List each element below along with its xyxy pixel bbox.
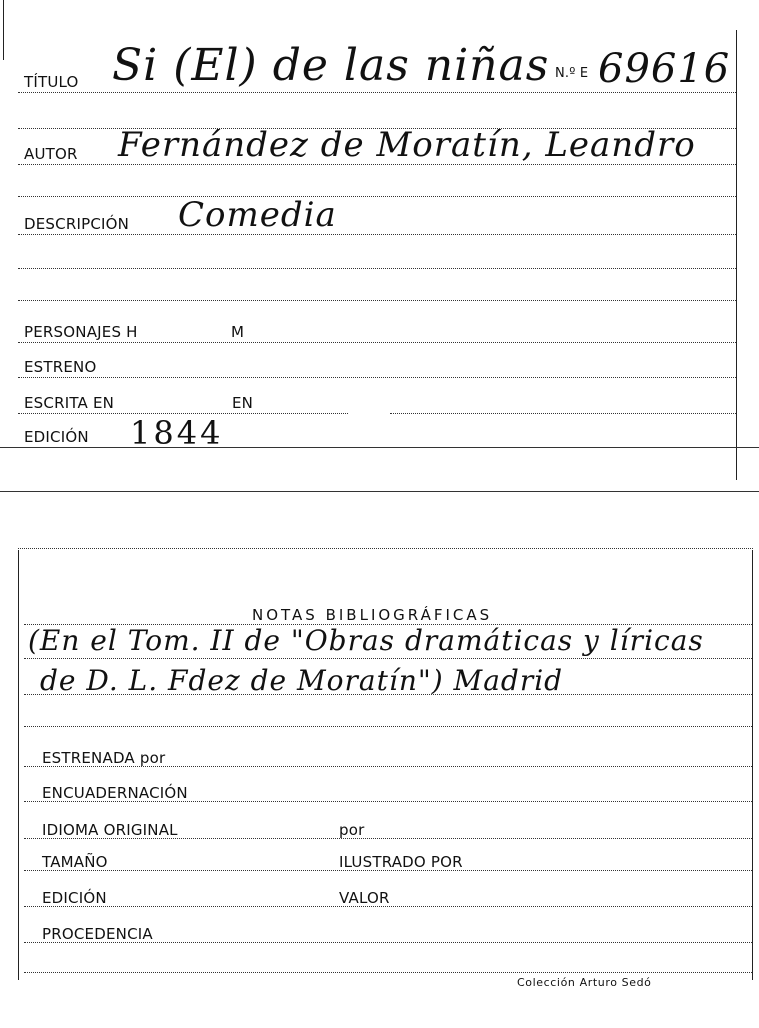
escrita-en-label: EN <box>232 394 254 412</box>
rule-notas-2 <box>24 694 752 695</box>
valor-label: VALOR <box>339 889 390 907</box>
rule-estrenada <box>24 766 752 767</box>
rule-procedencia <box>24 942 752 943</box>
titulo-label: TÍTULO <box>24 73 79 91</box>
estrenada-label: ESTRENADA por <box>42 749 166 767</box>
rule-idioma <box>24 838 752 839</box>
rule-personajes <box>18 342 736 343</box>
escrita-label: ESCRITA EN <box>24 394 115 412</box>
numero-value: 69616 <box>598 46 731 92</box>
notas-line-2: de D. L. Fdez de Moratín") Madrid <box>40 664 564 697</box>
rule-autor-2 <box>18 196 736 197</box>
card-edge-left <box>3 0 4 60</box>
idioma-label: IDIOMA ORIGINAL <box>42 821 178 839</box>
catalog-card-back <box>0 540 759 1020</box>
rule-titulo <box>18 92 736 93</box>
card-edge-right <box>736 30 737 480</box>
collection-footer: Colección Arturo Sedó <box>517 976 652 989</box>
catalog-card-front <box>0 0 759 480</box>
edicion-value: 1844 <box>130 414 224 452</box>
rule-descripcion <box>18 234 736 235</box>
rule-descripcion-2 <box>18 268 736 269</box>
personajes-m-label: M <box>231 323 245 341</box>
rule-edicion-back <box>24 906 752 907</box>
por-label: por <box>339 821 365 839</box>
encuadernacion-label: ENCUADERNACIÓN <box>42 784 188 802</box>
edicion-label: EDICIÓN <box>24 428 89 446</box>
rule-encuadernacion <box>24 801 752 802</box>
estreno-label: ESTRENO <box>24 358 97 376</box>
ilustrado-label: ILUSTRADO POR <box>339 853 463 871</box>
procedencia-label: PROCEDENCIA <box>42 925 153 943</box>
autor-value: Fernández de Moratín, Leandro <box>118 125 696 165</box>
notas-title: NOTAS BIBLIOGRÁFICAS <box>252 606 493 624</box>
rule-escrita-right <box>390 413 736 414</box>
rule-notas-1 <box>24 658 752 659</box>
autor-label: AUTOR <box>24 145 78 163</box>
rule-notas-3 <box>24 726 752 727</box>
tamano-label: TAMAÑO <box>42 853 108 871</box>
rule-edicion <box>0 447 759 448</box>
rule-estreno <box>18 377 736 378</box>
rule-tamano <box>24 870 752 871</box>
notas-line-1: (En el Tom. II de "Obras dramáticas y líricas <box>28 624 704 657</box>
rule-descripcion-3 <box>18 300 736 301</box>
numero-label: N.º E <box>555 66 589 81</box>
edicion-back-label: EDICIÓN <box>42 889 107 907</box>
back-edge-right <box>752 550 753 980</box>
rule-bottom <box>24 972 752 973</box>
rule-autor <box>18 164 736 165</box>
titulo-value: Si (El) de las niñas <box>112 40 550 91</box>
descripcion-label: DESCRIPCIÓN <box>24 215 130 233</box>
card-divider <box>0 491 759 492</box>
descripcion-value: Comedia <box>178 195 337 235</box>
back-edge-left <box>18 550 19 980</box>
back-top-edge <box>18 548 753 549</box>
personajes-label: PERSONAJES H <box>24 323 138 341</box>
